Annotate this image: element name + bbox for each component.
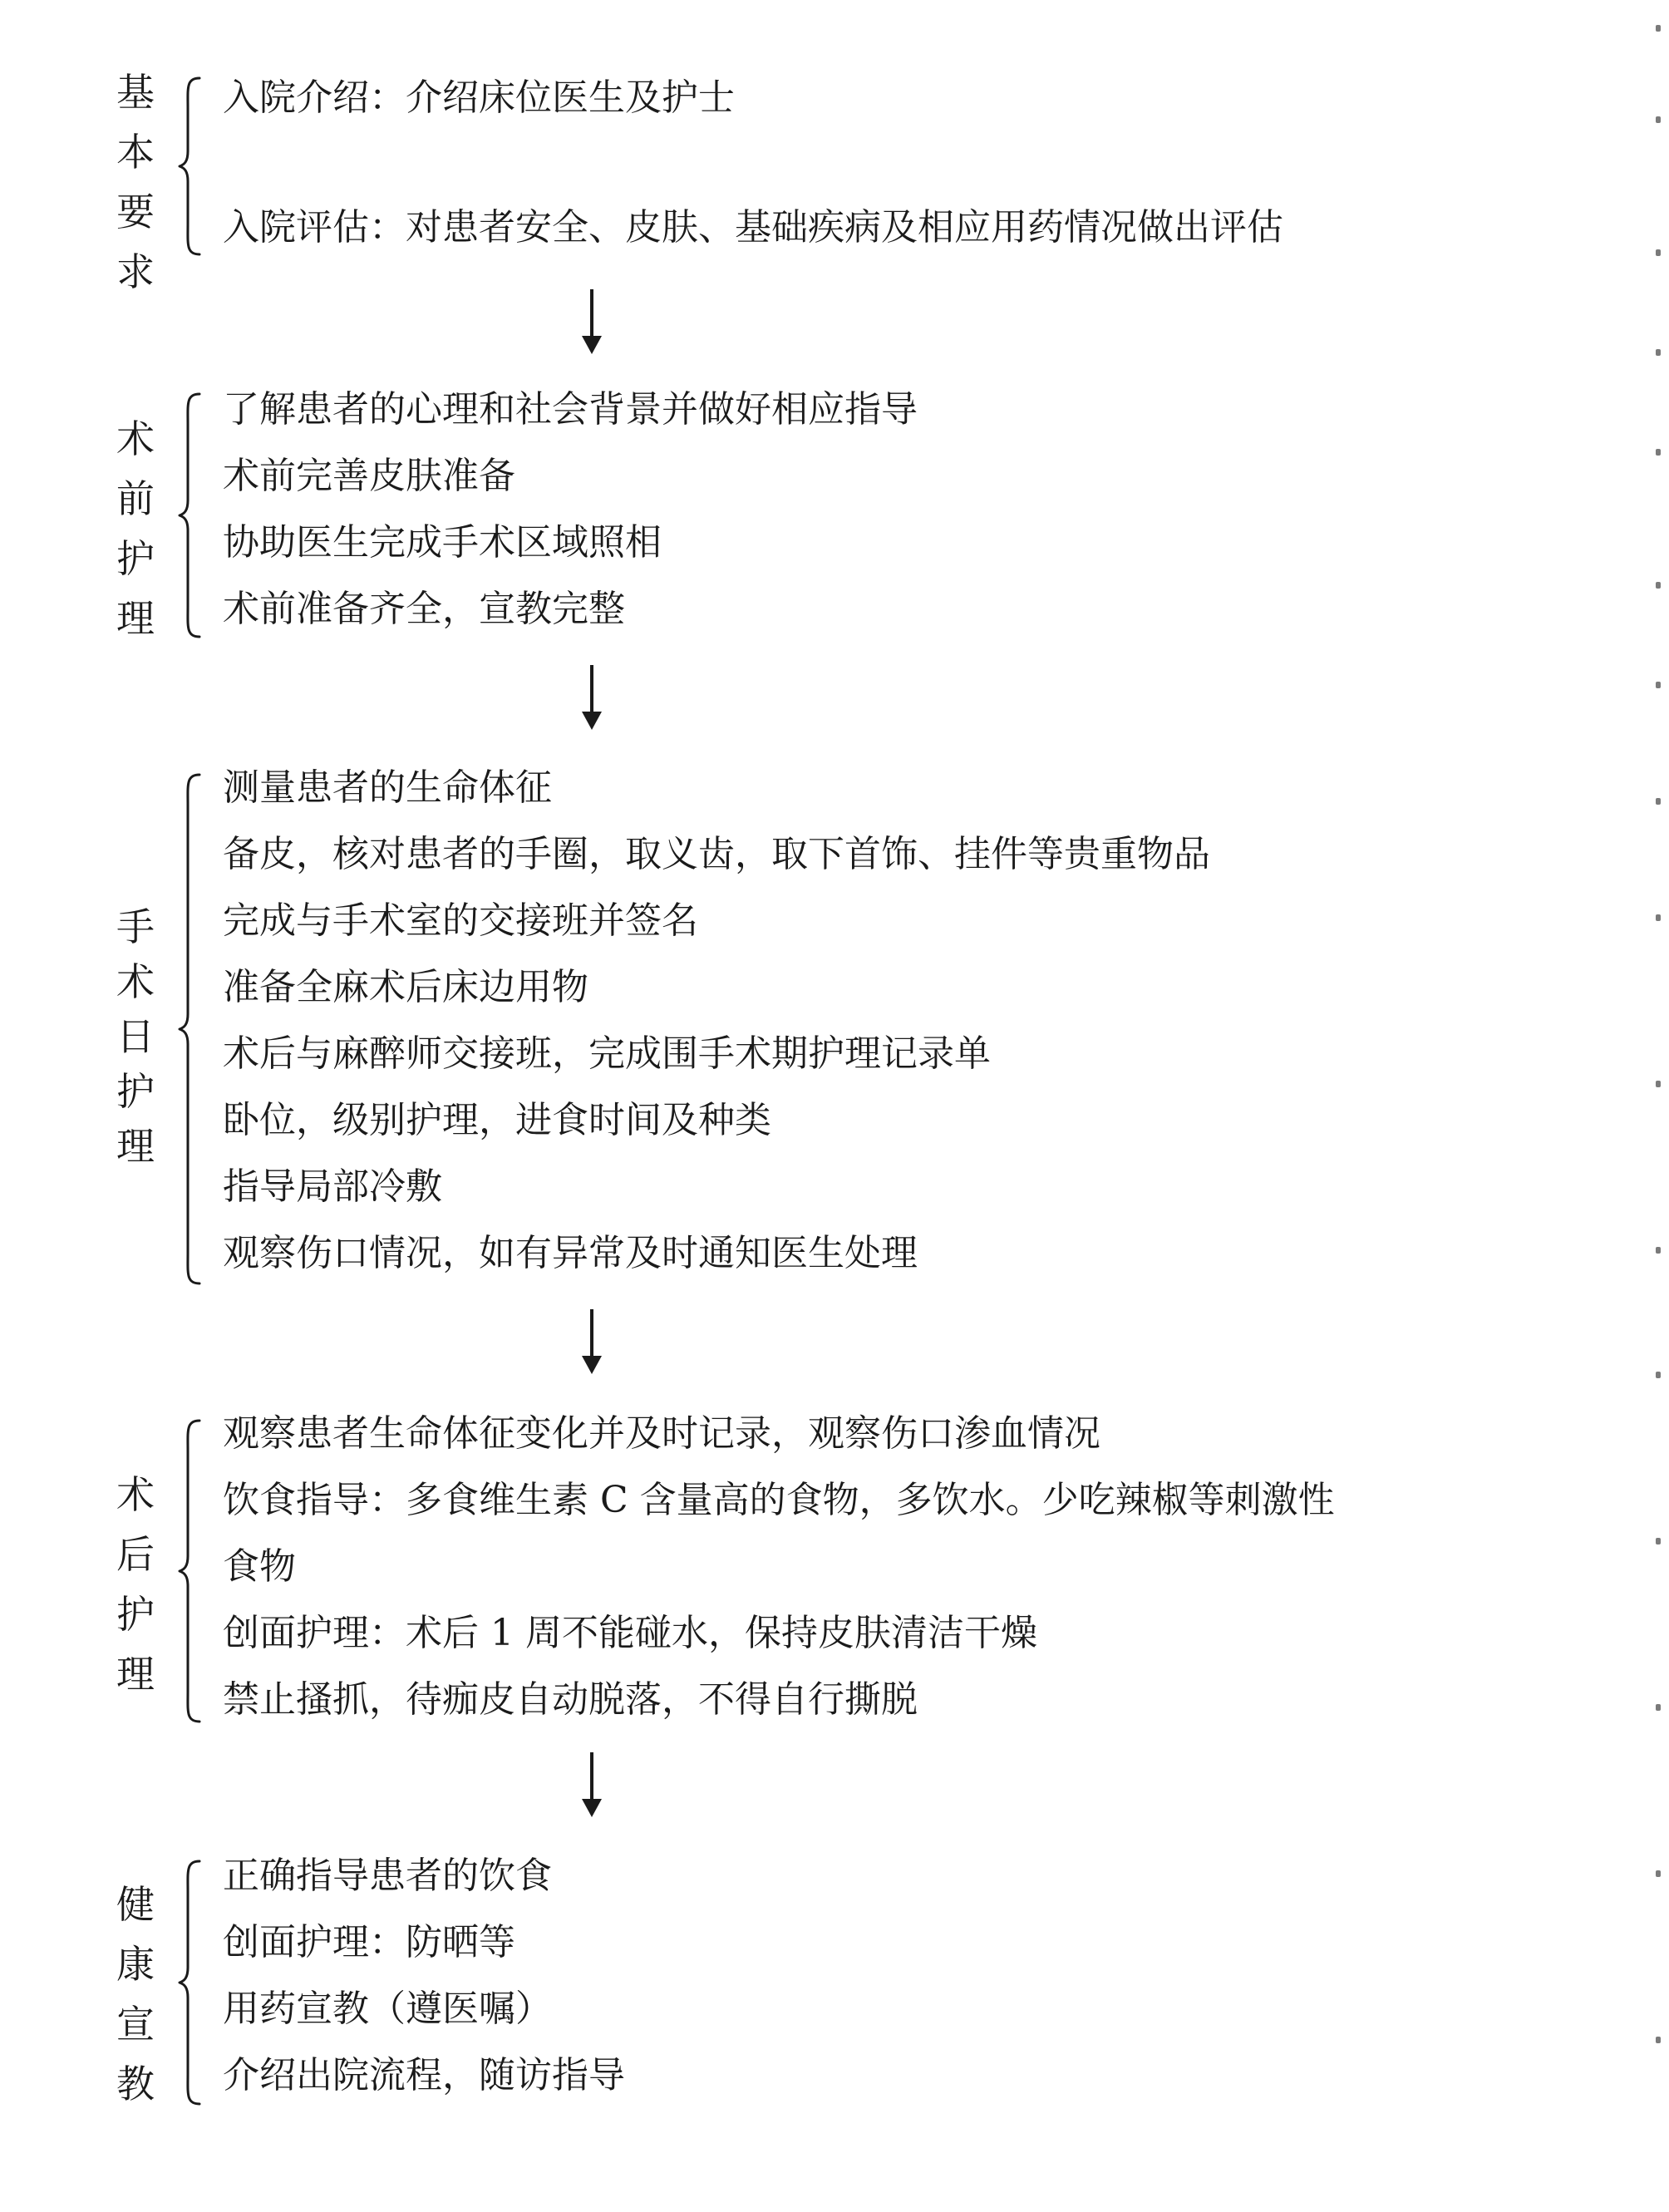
page-edge-marks	[1656, 0, 1664, 2212]
list-item: 禁止搔抓，待痂皮自动脱落，不得自行撕脱	[223, 1678, 918, 1721]
list-item: 完成与手术室的交接班并签名	[223, 899, 698, 942]
left-brace	[176, 391, 204, 640]
list-item: 协助医生完成手术区域照相	[223, 521, 662, 564]
section-label	[106, 1472, 165, 1697]
down-arrow	[575, 1752, 608, 1819]
down-arrow	[575, 1309, 608, 1376]
label-char: 教	[116, 2062, 155, 2106]
list-item: 卧位，级别护理，进食时间及种类	[223, 1099, 771, 1141]
list-item: 食物	[223, 1545, 296, 1588]
list-item: 术后与麻醉师交接班，完成围手术期护理记录单	[223, 1032, 991, 1075]
list-item: 准备全麻术后床边用物	[223, 966, 588, 1008]
section-label	[106, 70, 165, 294]
section-label	[106, 904, 165, 1169]
list-item: 观察伤口情况，如有异常及时通知医生处理	[223, 1232, 918, 1274]
list-item: 饮食指导：多食维生素 C 含量高的食物，多饮水。少吃辣椒等刺激性	[223, 1479, 1335, 1521]
section-label	[106, 416, 165, 641]
label-char: 护	[116, 1069, 155, 1114]
list-item: 介绍出院流程，随访指导	[223, 2054, 625, 2096]
label-char: 求	[116, 249, 155, 294]
left-brace	[176, 1417, 204, 1725]
label-char: 本	[116, 130, 155, 175]
label-char: 术	[116, 959, 155, 1004]
list-item: 指导局部冷敷	[223, 1165, 442, 1208]
label-char: 理	[116, 1652, 155, 1697]
list-item: 正确指导患者的饮食	[223, 1855, 552, 1897]
label-char: 健	[116, 1882, 155, 1927]
label-char: 前	[116, 476, 155, 521]
label-char: 宣	[116, 2002, 155, 2047]
left-brace	[176, 75, 204, 258]
list-item: 术前准备齐全，宣教完整	[223, 588, 625, 630]
list-item: 入院评估：对患者安全、皮肤、基础疾病及相应用药情况做出评估	[223, 206, 1283, 249]
list-item: 测量患者的生命体征	[223, 766, 552, 809]
list-item: 创面护理：防晒等	[223, 1921, 515, 1963]
list-item: 入院介绍：介绍床位医生及护士	[223, 76, 735, 119]
label-char: 手	[116, 904, 155, 949]
label-char: 术	[116, 416, 155, 461]
left-brace	[176, 1858, 204, 2107]
list-item: 了解患者的心理和社会背景并做好相应指导	[223, 388, 918, 431]
label-char: 日	[116, 1014, 155, 1059]
label-char: 护	[116, 1592, 155, 1637]
down-arrow	[575, 665, 608, 732]
list-item: 备皮，核对患者的手圈，取义齿，取下首饰、挂件等贵重物品	[223, 833, 1210, 875]
down-arrow	[575, 289, 608, 356]
section-label	[106, 1882, 165, 2106]
list-item: 术前完善皮肤准备	[223, 455, 515, 497]
label-char: 理	[116, 596, 155, 641]
list-item: 观察患者生命体征变化并及时记录，观察伤口渗血情况	[223, 1412, 1100, 1455]
label-char: 康	[116, 1942, 155, 1987]
label-char: 后	[116, 1532, 155, 1577]
label-char: 护	[116, 536, 155, 581]
list-item: 创面护理：术后 1 周不能碰水，保持皮肤清洁干燥	[223, 1612, 1037, 1654]
label-char: 基	[116, 70, 155, 115]
label-char: 要	[116, 190, 155, 234]
label-char: 术	[116, 1472, 155, 1517]
left-brace	[176, 771, 204, 1287]
label-char: 理	[116, 1124, 155, 1169]
list-item: 用药宣教（遵医嘱）	[223, 1988, 552, 2030]
